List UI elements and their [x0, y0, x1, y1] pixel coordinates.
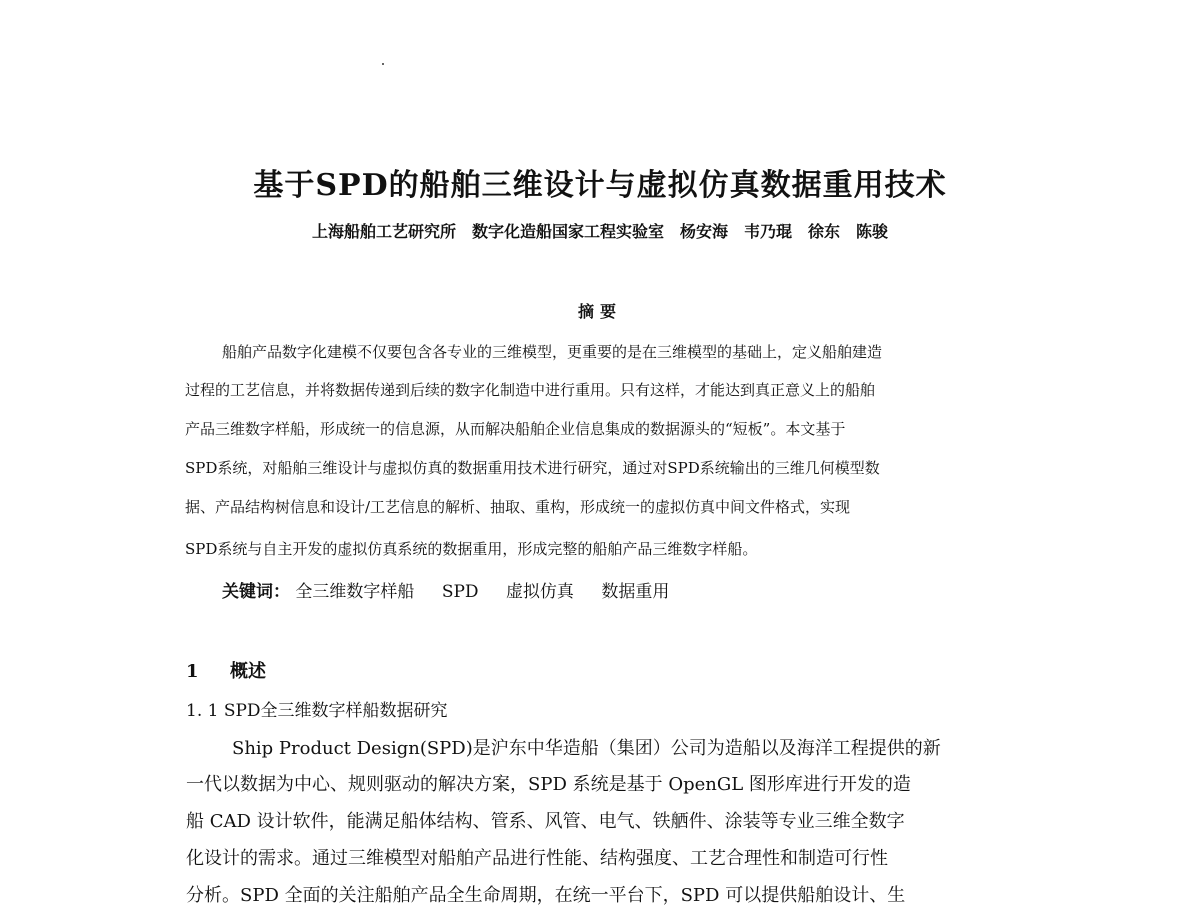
body-paragraph-line: 船 CAD 设计软件，能满足船体结构、管系、风管、电气、铁舾件、涂装等专业三维全数字	[186, 811, 905, 832]
keyword-item: 数据重用	[601, 582, 670, 602]
abstract-line: SPD系统，对船舶三维设计与虚拟仿真的数据重用技术进行研究，通过对SPD系统输出的三维几何模型数	[185, 459, 880, 477]
abstract-line: 据、产品结构树信息和设计/工艺信息的解析、抽取、重构，形成统一的虚拟仿真中间文件格式，实现	[185, 498, 851, 516]
scan-speck	[382, 63, 384, 65]
author-line: 上海船舶工艺研究所 数字化造船国家工程实验室 杨安海 韦乃琨 徐东 陈骏	[311, 222, 888, 241]
section-title: 概述	[230, 661, 266, 682]
abstract-line: SPD系统与自主开发的虚拟仿真系统的数据重用，形成完整的船舶产品三维数字样船。	[185, 540, 758, 558]
body-paragraph-line: Ship Product Design(SPD)是沪东中华造船（集团）公司为造船以及海洋工程提供的新	[232, 738, 941, 759]
abstract-line: 产品三维数字样船，形成统一的信息源，从而解决船舶企业信息集成的数据源头的“短板”。本文基于	[185, 420, 846, 438]
keyword-item: SPD	[441, 582, 479, 602]
body-paragraph-line: 一代以数据为中心、规则驱动的解决方案，SPD 系统是基于 OpenGL 图形库进行开发的造	[186, 774, 911, 795]
abstract-line: 过程的工艺信息，并将数据传递到后续的数字化制造中进行重用。只有这样，才能达到真正意义上的船舶	[185, 381, 876, 399]
abstract-heading: 摘要	[577, 302, 622, 321]
keywords-line	[222, 577, 1022, 602]
keywords-label: 关键词：	[222, 582, 290, 602]
keyword-item: 全三维数字样船	[295, 582, 415, 602]
abstract-line: 船舶产品数字化建模不仅要包含各专业的三维模型，更重要的是在三维模型的基础上，定义船舶建造	[222, 343, 883, 361]
section-number: 1	[186, 661, 199, 682]
keyword-item: 虚拟仿真	[505, 582, 574, 602]
body-paragraph-line: 分析。SPD 全面的关注船舶产品全生命周期，在统一平台下，SPD 可以提供船舶设计、生	[186, 885, 906, 906]
subsection-heading: 1. 1 SPD全三维数字样船数据研究	[186, 701, 448, 721]
section-heading	[186, 657, 266, 683]
body-paragraph-line: 化设计的需求。通过三维模型对船舶产品进行性能、结构强度、工艺合理性和制造可行性	[186, 848, 888, 869]
paper-title: 基于SPD的船舶三维设计与虚拟仿真数据重用技术	[253, 168, 947, 203]
